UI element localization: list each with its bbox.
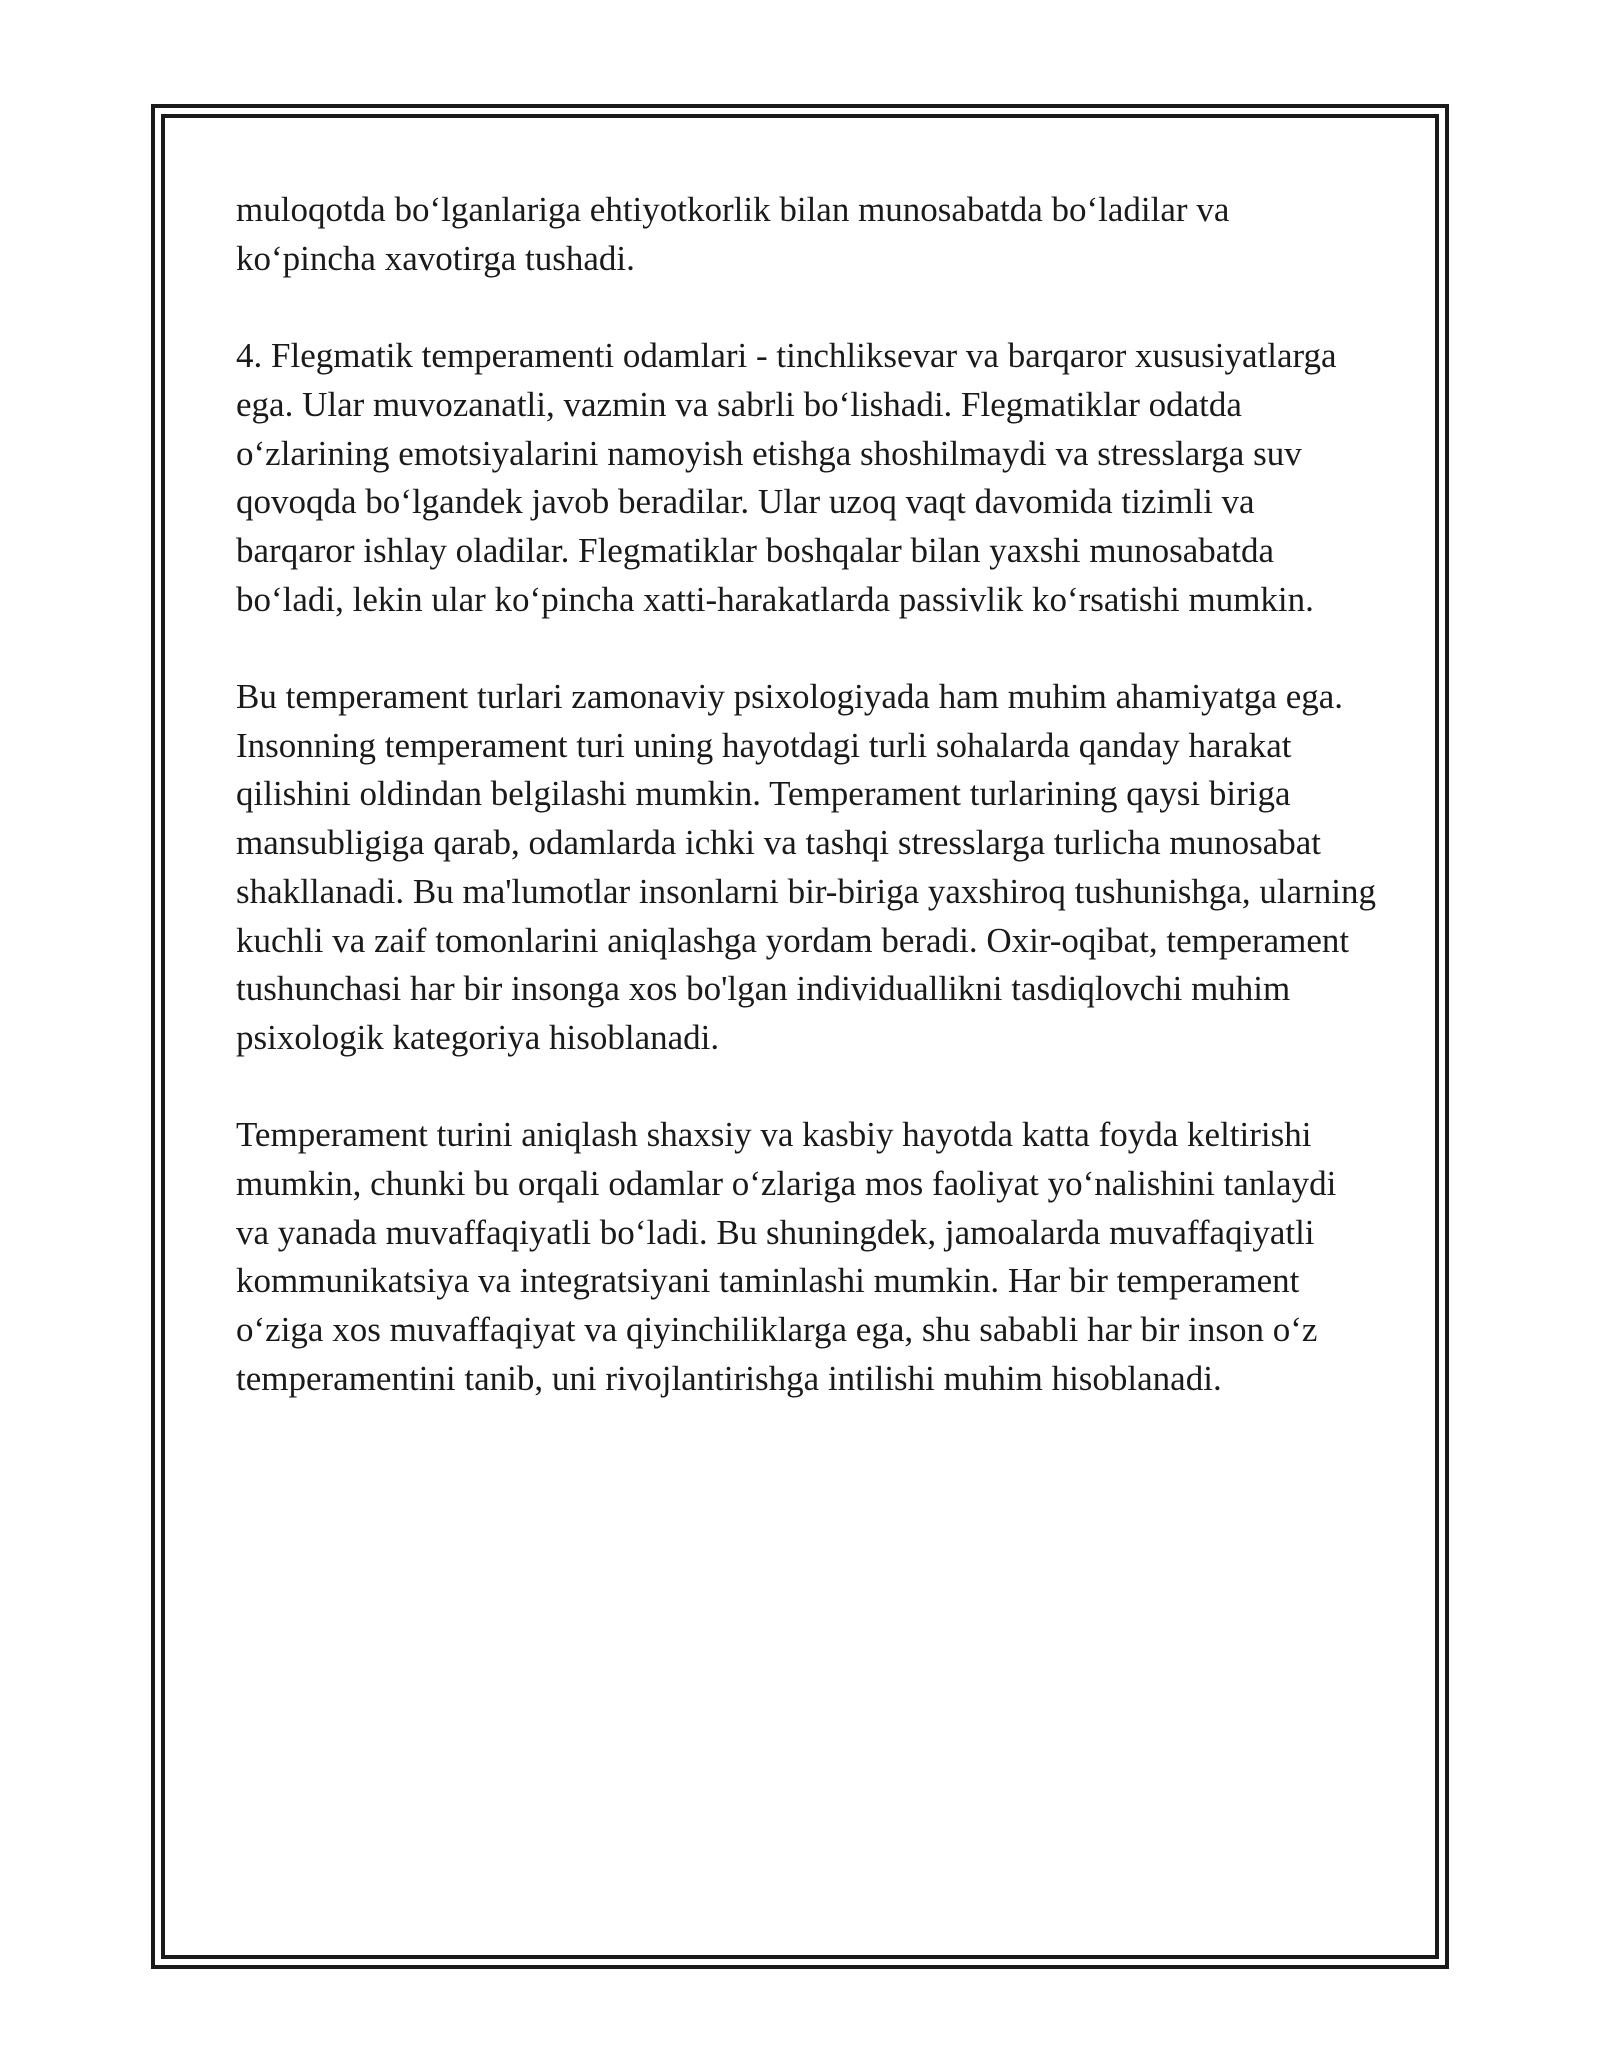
paragraph-temperament-types: Bu temperament turlari zamonaviy psixologiyada ham muhim ahamiyatga ega. Insonning temperament turi uning hayotdagi turli sohalarda qanday harakat qilishini oldindan belgilashi mumkin. Temperament turlarining qaysi biriga mansubligiga qarab, odamlarda ichki va tashqi stresslarga turlicha munosabat shakllanadi. Bu ma'lumotlar insonlarni bir-biriga yaxshiroq tushunishga, ularning kuchli va zaif tomonlarini aniqlashga yordam beradi. Oxir-oqibat, temperament tushunchasi har bir insonga xos bo'lgan individuallikni tasdiqlovchi muhim psixologik kategoriya hisoblanadi. — [236, 677, 1376, 1057]
document-body — [236, 186, 1376, 1452]
paragraph-conclusion: Temperament turini aniqlash shaxsiy va kasbiy hayotda katta foyda keltirishi mumkin, chunki bu orqali odamlar o‘zlariga mos faoliyat yo‘nalishini tanlaydi va yanada muvaffaqiyatli bo‘ladi. Bu shuningdek, jamoalarda muvaffaqiyatli kommunikatsiya va integratsiyani taminlashi mumkin. Har bir temperament o‘ziga xos muvaffaqiyat va qiyinchiliklarga ega, shu sababli har bir inson o‘z temperamentini tanib, uni rivojlantirishga intilishi muhim hisoblanadi. — [236, 1115, 1337, 1398]
paragraph-continuation: muloqotda bo‘lganlariga ehtiyotkorlik bilan munosabatda bo‘ladilar va ko‘pincha xavotirga tushadi. — [236, 190, 1230, 278]
paragraph-flegmatik: 4. Flegmatik temperamenti odamlari - tinchliksevar va barqaror xususiyatlarga ega. Ular muvozanatli, vazmin va sabrli bo‘lishadi. Flegmatiklar odatda o‘zlarining emotsiyalarini namoyish etishga shoshilmaydi va stresslarga suv qovoqda bo‘lgandek javob beradilar. Ular uzoq vaqt davomida tizimli va barqaror ishlay oladilar. Flegmatiklar boshqalar bilan yaxshi munosabatda bo‘ladi, lekin ular ko‘pincha xatti-harakatlarda passivlik ko‘rsatishi mumkin. — [236, 336, 1337, 619]
